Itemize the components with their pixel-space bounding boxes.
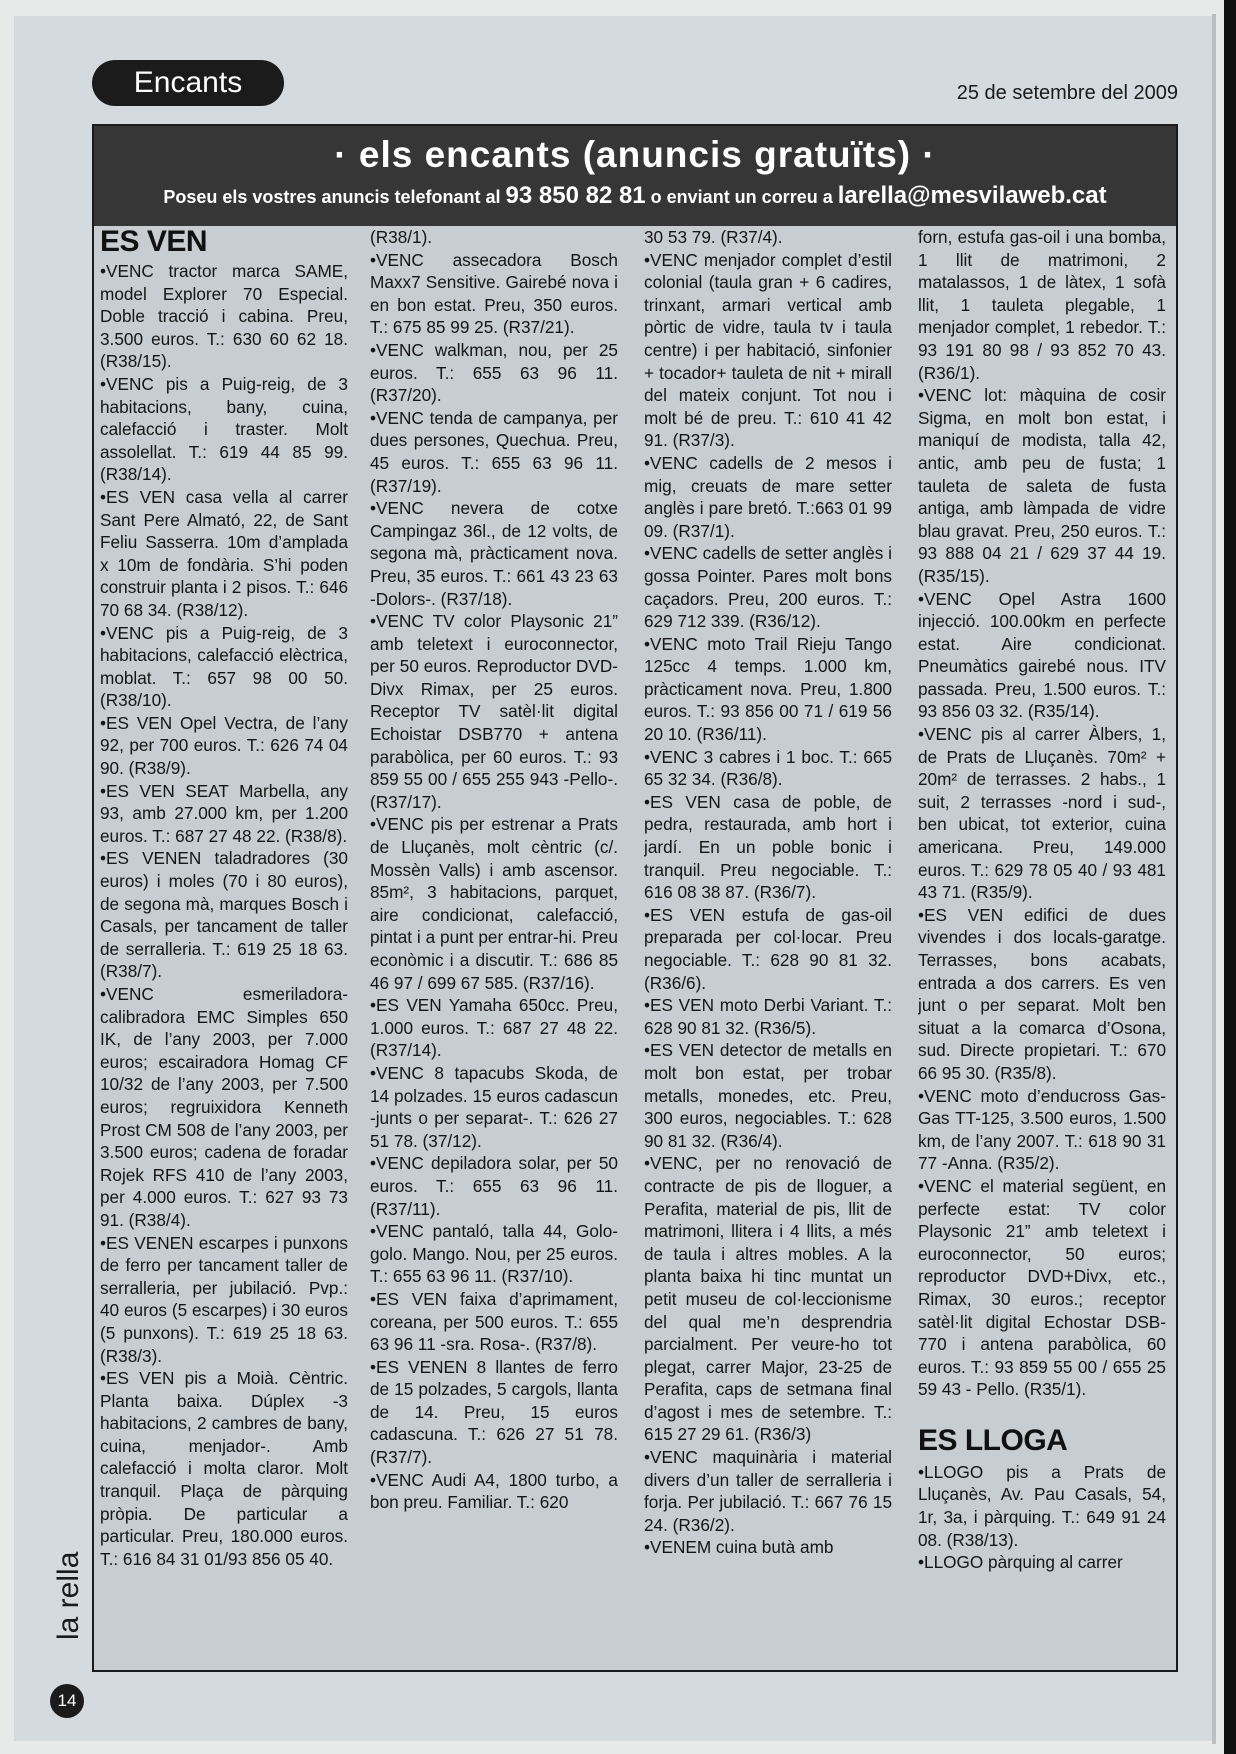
- banner-sub-text-2: o enviant un correu a: [650, 187, 833, 207]
- classified-ad: •VENC walkman, nou, per 25 euros. T.: 655 63 96 11. (R37/20).: [370, 339, 618, 406]
- classified-ad: •VENC tenda de campanya, per dues persones, Quechua. Preu, 45 euros. T.: 655 63 96 11. (R37/19).: [370, 407, 618, 496]
- classified-ad: •ES VEN casa vella al carrer Sant Pere Almató, 22, de Sant Feliu Sasserra. 10m d’amplada x 10m de fondària. S’hi poden construir planta i 2 pisos. T.: 646 70 68 34. (R38/12).: [100, 486, 348, 620]
- classified-ad: •VENC Audi A4, 1800 turbo, a bon preu. Familiar. T.: 620: [370, 1469, 618, 1513]
- classified-ad: •VENEM cuina butà amb: [644, 1537, 834, 1558]
- classified-ad: •VENC pis per estrenar a Prats de Lluçanès, molt cèntric (c/. Mossèn Valls) i amb ascensor. 85m², 3 habitacions, parquet, aire condicionat, calefacció, pintat i a punt per entrar-hi. Preu econòmic i a discutir. T.: 686 85 46 97 / 699 67 585. (R37/16).: [370, 814, 618, 993]
- classified-ad: •VENC esmeriladora-calibradora EMC Simples 650 IK, de l’any 2003, per 7.000 euros; escairadora Homag CF 10/32 de l’any 2003, per 7.500 euros; regruixidora Kenneth Prost CM 508 de l’any 2003, per 3.500 euros; cadena de foradar Rojek RFS 410 de l’any 2003, per 4.000 euros. T.: 627 93 73 91. (R38/4).: [100, 984, 348, 1230]
- banner-sub-text-1: Poseu els vostres anuncis telefonant al: [163, 187, 501, 207]
- banner-phone: 93 850 82 81: [505, 182, 646, 209]
- classified-ad: •ES VEN pis a Moià. Cèntric. Planta baixa. Dúplex -3 habitacions, 2 cambres de bany, cuina, menjador-. Amb calefacció i molta claror. Molt tranquil. Plaça de pàrquing pròpia. De particular a particular. Preu, 180.000 euros. T.: 616 84 31 01/93 856 05 40.: [100, 1368, 348, 1569]
- page-edge: [1212, 14, 1216, 1744]
- banner-title: · els encants (anuncis gratuïts) ·: [334, 134, 936, 175]
- section-label: Encants: [92, 60, 284, 106]
- classified-ad: •ES VEN edifici de dues vivendes i dos locals-garatge. Terrasses, bons acabats, entrada a dos carrers. Es ven junt o per separat. Molt ben situat a la comarca d’Osona, sud. Directe propietari. T.: 670 66 95 30. (R35/8).: [918, 904, 1166, 1083]
- classified-ad: •VENC nevera de cotxe Campingaz 36l., de 12 volts, de segona mà, pràcticament nova. Preu, 35 euros. T.: 661 43 23 63 -Dolors-. (R37/18).: [370, 498, 618, 609]
- classified-ad: •ES VENEN escarpes i punxons de ferro per tancament taller de serralleria, per jubilació. Pvp.: 40 euros (5 escarpes) i 30 euros (5 punxons). T.: 619 25 18 63. (R38/3).: [100, 1232, 348, 1366]
- classified-ad: •ES VENEN taladradores (30 euros) i moles (70 i 80 euros), de segona mà, marques Bosch i Casals, per tancament de taller de serralleria. T.: 619 25 18 63. (R38/7).: [100, 848, 348, 982]
- section-heading-es-lloga: ES LLOGA: [918, 1423, 1068, 1457]
- classified-ad: •ES VEN detector de metalls en molt bon estat, per trobar metalls, monedes, etc. Preu, 300 euros, negociables. T.: 628 90 81 32. (R36/4).: [644, 1040, 892, 1151]
- section-heading-es-ven: ES VEN: [100, 226, 208, 258]
- classified-ad: •VENC Opel Astra 1600 injecció. 100.00km en perfecte estat. Aire condicionat. Pneumàtics gairebé nous. ITV passada. Preu, 1.500 euros. T.: 93 856 03 32. (R35/14).: [918, 588, 1166, 722]
- classified-ad: •ES VEN Yamaha 650cc. Preu, 1.000 euros. T.: 687 27 48 22. (R37/14).: [370, 995, 618, 1061]
- publication-name: la rella: [52, 1551, 85, 1640]
- classified-ad: •VENC pis a Puig-reig, de 3 habitacions, calefacció elèctrica, moblat. T.: 657 98 00 50. (R38/10).: [100, 622, 348, 711]
- classified-ad: forn, estufa gas-oil i una bomba, 1 llit de matrimoni, 2 matalassos, 1 de làtex, 1 sofà llit, 1 tauleta plegable, 1 menjador complet, 1 rebedor. T.: 93 191 80 98 / 93 852 70 43. (R36/1).: [918, 227, 1166, 383]
- classified-ad: •VENC el material següent, en perfecte estat: TV color Playsonic 21” amb teletext i euroconnector, 50 euros; reproductor DVD+Divx, etc., Rimax, 30 euros.; receptor satèl·lit digital Echostar DSB-770 i antena parabòlica, 60 euros. T.: 93 859 55 00 / 655 25 59 43 - Pello. (R35/1).: [918, 1175, 1166, 1400]
- classified-ad: •VENC, per no renovació de contracte de pis de lloguer, a Perafita, material de pis, llit de matrimoni, llitera i 4 llits, a més de taula i altres mobles. A la planta baixa hi tinc muntat un petit museu de col·leccionisme del qual me’n desprendria parcialment. Per veure-ho tot plegat, carrer Major, 23-25 de Perafita, caps de setmana final d’agost i mes de setembre. T.: 615 27 29 61. (R36/3): [644, 1153, 892, 1445]
- column-3: [644, 226, 892, 1670]
- classified-ad: •VENC maquinària i material divers d’un taller de serralleria i forja. Per jubilació. T.: 667 76 15 24. (R36/2).: [644, 1447, 892, 1535]
- classified-ad: (R38/1).: [370, 227, 433, 247]
- classified-ad: •VENC cadells de 2 mesos i mig, creuats de mare setter anglès i pare bretó. T.:663 01 99 09. (R37/1).: [644, 452, 892, 541]
- banner-email: larella@mesvilaweb.cat: [837, 182, 1107, 209]
- classifieds-frame: [92, 124, 1178, 1672]
- issue-date: 25 de setembre del 2009: [956, 82, 1178, 104]
- classified-ad: •LLOGO pis a Prats de Lluçanès, Av. Pau Casals, 54, 1r, 3a, i pàrquing. T.: 649 91 24 08. (R38/13).: [918, 1461, 1166, 1550]
- classified-ad: 30 53 79. (R37/4).: [644, 227, 783, 247]
- classified-ad: •VENC 8 tapacubs Skoda, de 14 polzades. 15 euros cadascun -junts o per separat-. T.: 626 27 51 78. (37/12).: [370, 1062, 618, 1151]
- classified-ad: •ES VEN estufa de gas-oil preparada per col·locar. Preu negociable. T.: 628 90 81 32. (R36/6).: [644, 904, 892, 993]
- classified-ad: •LLOGO pàrquing al carrer: [918, 1552, 1123, 1573]
- classified-ad: •VENC depiladora solar, per 50 euros. T.: 655 63 96 11. (R37/11).: [370, 1153, 618, 1219]
- binding-edge: [1224, 0, 1236, 1754]
- column-2: [370, 226, 618, 1670]
- classified-ad: •ES VEN moto Derbi Variant. T.: 628 90 81 32. (R36/5).: [644, 995, 892, 1038]
- classified-ad: •ES VEN Opel Vectra, de l’any 92, per 700 euros. T.: 626 74 04 90. (R38/9).: [100, 712, 348, 779]
- classified-ad: •VENC lot: màquina de cosir Sigma, en molt bon estat, i maniquí de modista, talla 42, antic, amb peu de fusta; 1 tauleta de saleta de fusta antiga, amb làmpada de vidre blau gravat. Preu, 250 euros. T.: 93 888 04 21 / 629 37 44 19. (R35/15).: [918, 385, 1166, 586]
- classifieds-columns: [94, 226, 1176, 1670]
- classified-ad: •ES VEN SEAT Marbella, any 93, amb 27.000 km, per 1.200 euros. T.: 687 27 48 22. (R38/8).: [100, 780, 348, 846]
- classifieds-banner: [94, 126, 1176, 226]
- column-1: [100, 226, 348, 1670]
- classified-ad: •ES VEN faixa d’aprimament, coreana, per 500 euros. T.: 655 63 96 11 -sra. Rosa-. (R37/8).: [370, 1288, 618, 1355]
- classified-ad: •VENC pis al carrer Àlbers, 1, de Prats de Lluçanès. 70m² + 20m² de terrasses. 2 habs., 1 suit, 2 terrasses -nord i sud-, ben ubicat, tot exterior, cuina americana. Preu, 149.000 euros. T.: 629 78 05 40 / 93 481 43 71. (R35/9).: [918, 724, 1166, 903]
- classified-ad: •VENC assecadora Bosch Maxx7 Sensitive. Gairebé nova i en bon estat. Preu, 350 euros. T.: 675 85 99 25. (R37/21).: [370, 249, 618, 338]
- classified-ad: •VENC moto Trail Rieju Tango 125cc 4 temps. 1.000 km, pràcticament nova. Preu, 1.800 euros. T.: 93 856 00 71 / 619 56 20 10. (R36/11).: [644, 633, 892, 745]
- classified-ad: •VENC cadells de setter anglès i gossa Pointer. Pares molt bons caçadors. Preu, 200 euros. T.: 629 712 339. (R36/12).: [644, 543, 892, 632]
- column-4-ads: [918, 226, 1166, 1401]
- classified-ad: •VENC pantaló, talla 44, Golo-golo. Mango. Nou, per 25 euros. T.: 655 63 96 11. (R37/10).: [370, 1221, 618, 1287]
- banner-subtitle: [104, 182, 1166, 210]
- page-number: 14: [50, 1684, 84, 1718]
- classified-ad: •VENC menjador complet d’estil colonial (taula gran + 6 cadires, trinxant, armari vertical amb pòrtic de vidre, taula tv i taula centre) i per habitació, sinfonier + tocador+ tauleta de nit + mirall del mateix conjunt. Tot nou i molt bé de preu. T.: 610 41 42 91. (R37/3).: [644, 249, 892, 451]
- classified-ad: •VENC TV color Playsonic 21” amb teletext i euroconnector, per 50 euros. Reproductor DVD-Divx Rimax, per 25 euros. Receptor TV satèl·lit digital Echoistar DSB770 + antena parabòlica, per 60 euros. T.: 93 859 55 00 / 655 255 943 -Pello-. (R37/17).: [370, 611, 618, 812]
- classified-ad: •ES VEN casa de poble, de pedra, restaurada, amb hort i jardí. En un poble bonic i tranquil. Preu negociable. T.: 616 08 38 87. (R36/7).: [644, 791, 892, 903]
- classified-ad: •VENC pis a Puig-reig, de 3 habitacions, bany, cuina, calefacció i traster. Molt assolellat. T.: 619 44 85 99. (R38/14).: [100, 373, 348, 485]
- column-4: [918, 226, 1166, 1670]
- classified-ad: •VENC 3 cabres i 1 boc. T.: 665 65 32 34. (R36/8).: [644, 746, 892, 790]
- classified-ad: •VENC moto d’enducross Gas-Gas TT-125, 3.500 euros, 1.500 km, de l’any 2007. T.: 618 90 31 77 -Anna. (R35/2).: [918, 1085, 1166, 1174]
- classified-ad: •VENC tractor marca SAME, model Explorer 70 Especial. Doble tracció i cabina. Preu, 3.500 euros. T.: 630 60 62 18. (R38/15).: [100, 261, 348, 372]
- column-4-rental-ads: [918, 1461, 1166, 1574]
- classified-ad: •ES VENEN 8 llantes de ferro de 15 polzades, 5 cargols, llanta de 14. Preu, 15 euros cadascuna. T.: 626 27 51 78. (R37/7).: [370, 1356, 618, 1468]
